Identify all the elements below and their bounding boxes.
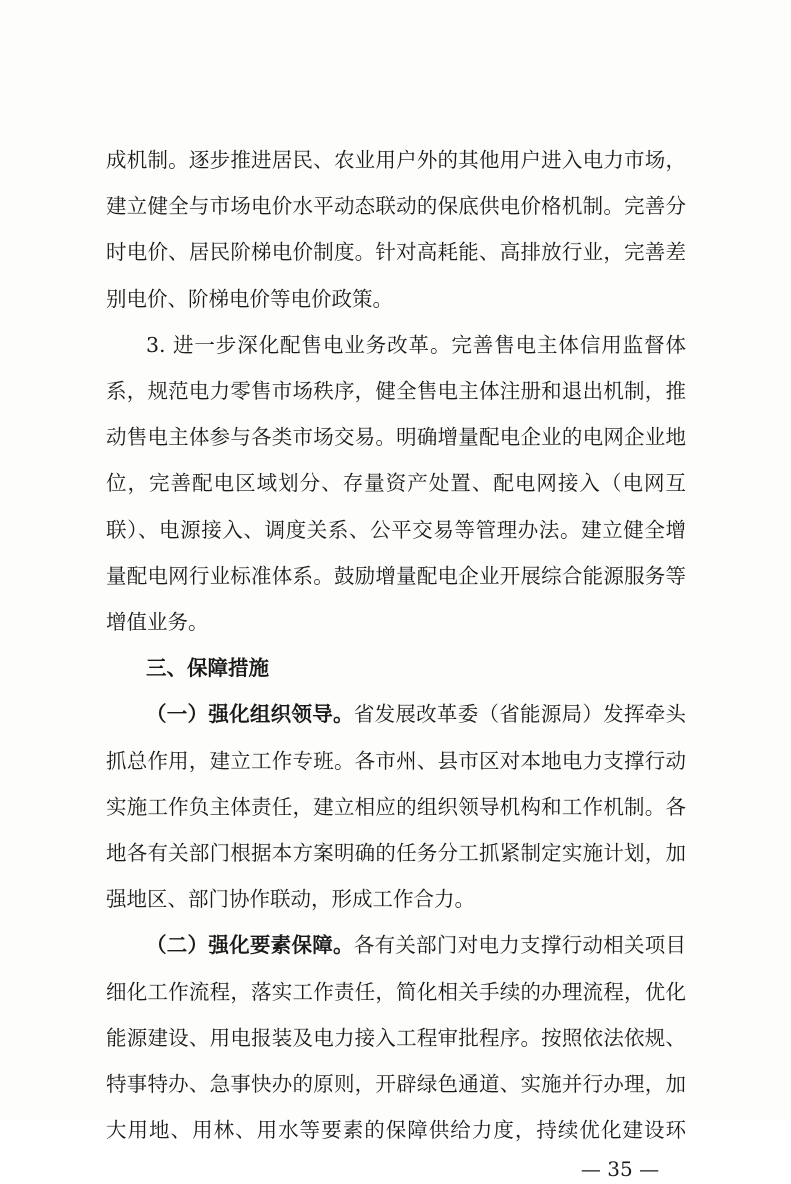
- text-line: [146, 925, 686, 965]
- text-line: 成机制。逐步推进居民、农业用户外的其他用户进入电力市场，: [106, 148, 686, 172]
- page-number: — 35 —: [580, 1157, 660, 1182]
- text-line: 细化工作流程，落实工作责任，简化相关手续的办理流程，优化: [106, 979, 686, 1004]
- text-line: 联）、电源接入、调度关系、公平交易等管理办法。建立健全增: [106, 517, 686, 542]
- text-line: 时电价、居民阶梯电价制度。针对高耗能、高排放行业，完善差: [106, 240, 686, 265]
- paragraph-lead: （二）强化要素保障。: [146, 933, 354, 958]
- text-line: [146, 694, 686, 734]
- text-line: 地各有关部门根据本方案明确的任务分工抓紧制定实施计划，加: [106, 841, 686, 865]
- text-line: 系，规范电力零售市场秩序，健全售电主体注册和退出机制，推: [106, 379, 686, 403]
- text-line: 增值业务。: [106, 610, 209, 634]
- text-line: 3. 进一步深化配售电业务改革。完善售电主体信用监督体: [146, 332, 686, 357]
- text-line: 能源建设、用电报装及电力接入工程审批程序。按照依法依规、: [106, 1025, 686, 1050]
- paragraph-text: 省发展改革委（省能源局）发挥牵头: [353, 702, 687, 727]
- text-line: 抓总作用，建立工作专班。各市州、县市区对本地电力支撑行动: [106, 748, 686, 773]
- paragraph-lead: （一）强化组织领导。: [146, 702, 354, 727]
- text-line: 建立健全与市场电价水平动态联动的保底供电价格机制。完善分: [106, 194, 686, 219]
- text-line: 特事特办、急事快办的原则，开辟绿色通道、实施并行办理，加: [106, 1072, 686, 1096]
- section-heading: 三、保障措施: [146, 656, 269, 681]
- text-line: 别电价、阶梯电价等电价政策。: [106, 286, 393, 311]
- text-line: 强地区、部门协作联动，形成工作合力。: [106, 887, 475, 912]
- paragraph-text: 各有关部门对电力支撑行动相关项目: [353, 933, 687, 958]
- text-line: 量配电网行业标准体系。鼓励增量配电企业开展综合能源服务等: [106, 563, 686, 588]
- text-line: 实施工作负主体责任，建立相应的组织领导机构和工作机制。各: [106, 794, 686, 819]
- text-line: 位，完善配电区域划分、存量资产处置、配电网接入（电网互: [106, 471, 686, 496]
- text-line: 动售电主体参与各类市场交易。明确增量配电企业的电网企业地: [106, 425, 686, 450]
- text-line: 大用地、用林、用水等要素的保障供给力度，持续优化建设环: [106, 1118, 686, 1143]
